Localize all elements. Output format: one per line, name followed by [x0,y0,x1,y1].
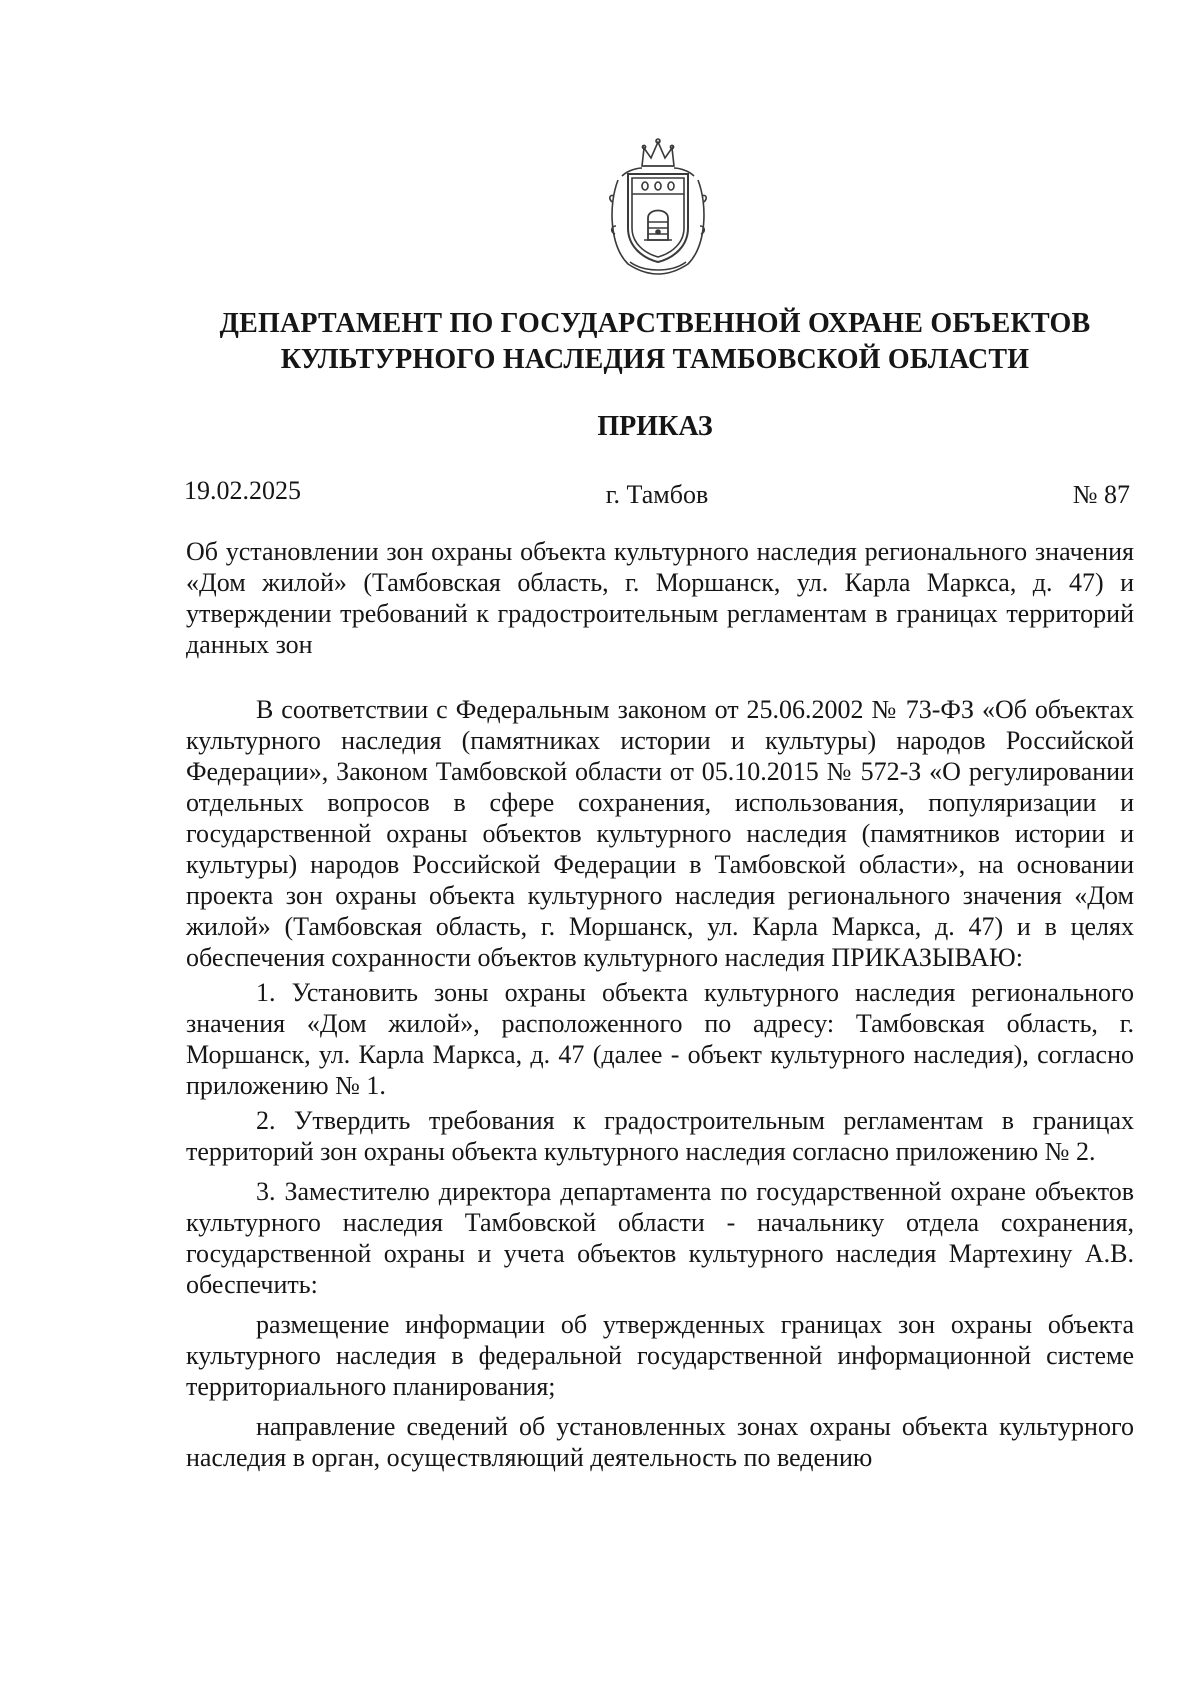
department-heading [170,306,1140,378]
order-subitem-1: размещение информации об утвержденных границах зон охраны объекта культурного наследия в федеральной государственной информационной системе территориального планирования; [186,1310,1134,1401]
order-body [186,694,1134,1473]
order-meta [184,474,1130,514]
order-item-1: 1. Установить зоны охраны объекта культурного наследия регионального значения «Дом жилой», расположенного по адресу: Тамбовская область, г. Моршанск, ул. Карла Маркса, д. 47 (далее - объект культурного наследия), согласно приложению № 1. [186,978,1134,1100]
order-city: г. Тамбов [605,480,709,509]
preamble-paragraph: В соответствии с Федеральным законом от 25.06.2002 № 73-ФЗ «Об объектах культурного наследия (памятниках истории и культуры) народов Российской Федерации», Законом Тамбовской области от 05.10.2015 № 572-З «О регулировании отдельных вопросов в сфере сохранения, использования, популяризации и государственной охраны объектов культурного наследия (памятников истории и культуры) народов Российской Федерации в Тамбовской области», на основании проекта зон охраны объекта культурного наследия регионального значения «Дом жилой» (Тамбовская область, г. Моршанск, ул. Карла Маркса, д. 47) и в целях обеспечения сохранности объектов культурного наследия ПРИКАЗЫВАЮ: [186,695,1134,972]
order-date: 19.02.2025 [184,476,301,505]
coat-of-arms-icon [598,136,718,276]
department-heading-line2: КУЛЬТУРНОГО НАСЛЕДИЯ ТАМБОВСКОЙ ОБЛАСТИ [280,344,1030,375]
order-subitem-2: направление сведений об установленных зонах охраны объекта культурного наследия в орган, осуществляющий деятельность по ведению [186,1412,1134,1472]
order-title: ПРИКАЗ [597,411,713,442]
order-item-2: 2. Утвердить требования к градостроительным регламентам в границах территорий зон охраны объекта культурного наследия согласно приложению № 2. [186,1106,1134,1166]
order-number: № 87 [1072,480,1130,509]
department-heading-line1: ДЕПАРТАМЕНТ ПО ГОСУДАРСТВЕННОЙ ОХРАНЕ ОБЪЕКТОВ [219,308,1091,339]
order-subject: Об установлении зон охраны объекта культурного наследия регионального значения «Дом жилой» (Тамбовская область, г. Моршанск, ул. Карла Маркса, д. 47) и утверждении требований к градостроительным регламентам в границах территорий данных зон [186,537,1134,659]
order-item-3: 3. Заместителю директора департамента по государственной охране объектов культурного наследия Тамбовской области - начальнику отдела сохранения, государственной охраны и учета объектов культурного наследия Мартехину А.В. обеспечить: [186,1177,1134,1299]
